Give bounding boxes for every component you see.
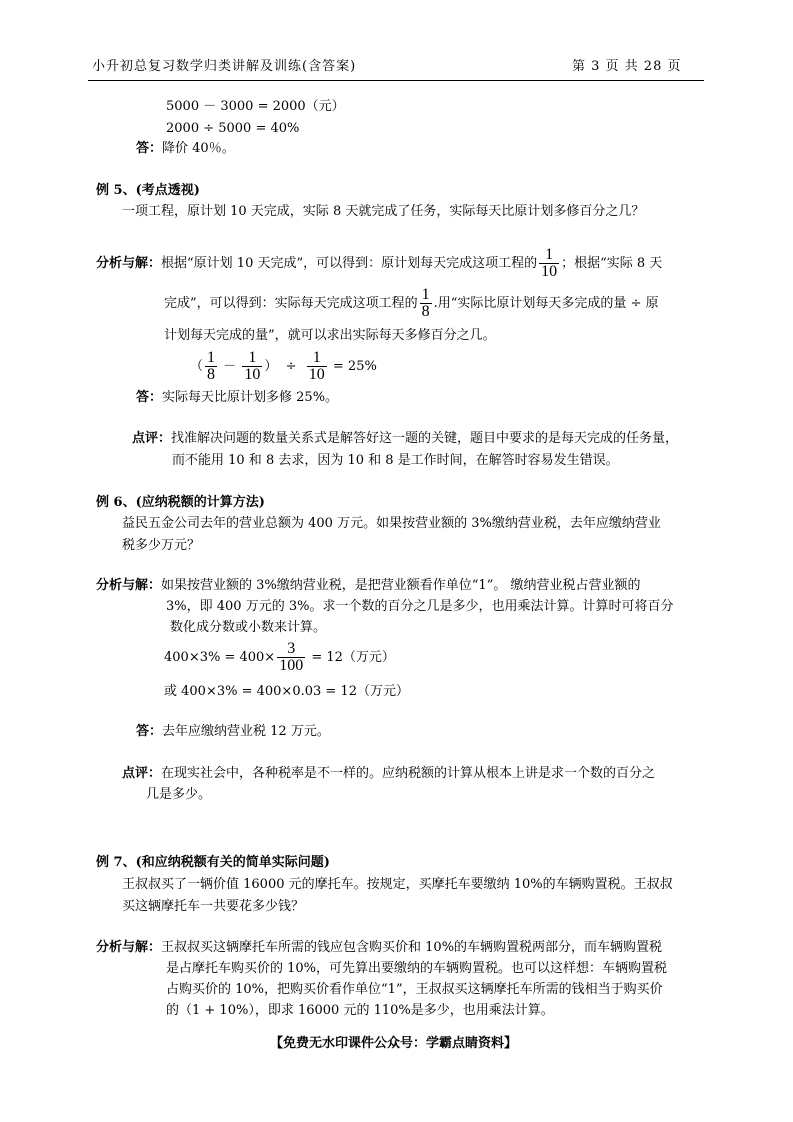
fraction-1-10: $\frac{1}{10}$ [541, 246, 558, 280]
analysis-label: 分析与解： [96, 940, 162, 955]
analysis-text: ；根据“实际 8 天 [561, 256, 663, 271]
ex6-comment-2: 几是多少。 [146, 787, 212, 802]
fraction-3-100: $\frac{3}{100}$ [279, 640, 304, 674]
ex7-analysis-2: 是占摩托车购买价的 10%，可先算出要缴纳的车辆购置税。也可以这样想：车辆购置税 [166, 961, 668, 976]
ex7-analysis-4: 的（1 + 10%），即求 16000 元的 110%是多少，也用乘法计算。 [166, 1003, 554, 1018]
fraction-1-8: $\frac{1}{8}$ [421, 286, 430, 320]
ex5-analysis-line-3: 计划每天完成的量”，就可以求出实际每天多修百分之几。 [164, 328, 496, 343]
ex7-analysis-1 [96, 939, 662, 957]
ex5-answer [136, 389, 338, 407]
ex6-title: 例 6、(应纳税额的计算方法) [96, 495, 265, 510]
answer-text: 降价 40％。 [162, 141, 235, 156]
calc-line-2: 2000 ÷ 5000 = 40% [166, 121, 300, 136]
page-number: 第 3 页 共 28 页 [572, 59, 682, 74]
analysis-text: .用“实际比原计划每天多完成的量 ÷ 原 [433, 296, 659, 311]
comment-label: 点评： [132, 431, 172, 446]
answer-text: 去年应缴纳营业税 12 万元。 [162, 724, 330, 739]
header-title: 小升初总复习数学归类讲解及训练(含答案) [92, 59, 357, 74]
calc-line-1: 5000 － 3000 = 2000（元） [166, 99, 345, 114]
fraction-1-8: $\frac{1}{8}$ [207, 349, 216, 383]
answer-top [136, 140, 235, 158]
ex5-question: 一项工程，原计划 10 天完成，实际 8 天就完成了任务，实际每天比原计划多修百分之几？ [122, 204, 645, 219]
ex6-analysis-3: 数化成分数或小数来计算。 [170, 620, 327, 635]
answer-label: 答： [136, 390, 163, 405]
paren-open: （ [190, 359, 204, 374]
analysis-text: 王叔叔买这辆摩托车所需的钱应包含购买价和 10%的车辆购置税两部分，而车辆购置税 [161, 940, 663, 955]
fraction-1-10: $\frac{1}{10}$ [308, 349, 325, 383]
analysis-text: 如果按营业额的 3%缴纳营业税，是把营业额看作单位“1”。 缴纳营业税占营业额的 [161, 578, 641, 593]
ex7-question-2: 买这辆摩托车一共要花多少钱？ [122, 899, 305, 914]
ex6-analysis-1 [96, 577, 640, 595]
ex6-equation-2: 或 400×3% = 400×0.03 = 12（万元） [164, 684, 409, 699]
ex5-analysis-line-2 [164, 284, 659, 324]
ex7-question-1: 王叔叔买了一辆价值 16000 元的摩托车。按规定，买摩托车要缴纳 10%的车辆购置税。王叔叔 [122, 877, 673, 892]
ex5-comment-2: 而不能用 10 和 8 去求，因为 10 和 8 是工作时间，在解答时容易发生错误。 [172, 453, 619, 468]
ex7-analysis-3: 占购买价的 10%，把购买价看作单位“1”，王叔叔买这辆摩托车所需的钱相当于购买价 [166, 982, 663, 997]
divide-sign: ÷ [285, 359, 297, 374]
comment-text: 在现实社会中，各种税率是不一样的。应纳税额的计算从根本上讲是求一个数的百分之 [161, 766, 656, 781]
ex6-answer [136, 723, 330, 741]
equation-result: = 12（万元） [311, 650, 395, 665]
equation-text: 400×3% = 400× [164, 650, 276, 665]
ex7-title: 例 7、(和应纳税额有关的简单实际问题) [96, 855, 330, 870]
ex6-question-2: 税多少万元？ [122, 538, 201, 553]
fraction-1-10: $\frac{1}{10}$ [244, 349, 261, 383]
analysis-label: 分析与解： [96, 256, 162, 271]
analysis-text: 根据“原计划 10 天完成”，可以得到：原计划每天完成这项工程的 [161, 256, 538, 271]
analysis-text: 完成”，可以得到：实际每天完成这项工程的 [164, 296, 418, 311]
paren-close: ） [264, 359, 278, 374]
ex6-comment-1 [122, 765, 655, 783]
answer-label: 答： [136, 141, 163, 156]
ex6-analysis-2: 3%，即 400 万元的 3%。求一个数的百分之几是多少，也用乘法计算。计算时可将百分 [166, 599, 674, 614]
footer-note: 【免费无水印课件公众号：学霸点睛资料】 [270, 1036, 518, 1051]
answer-label: 答： [136, 724, 163, 739]
comment-text: 找准解决问题的数量关系式是解答好这一题的关键，题目中要求的是每天完成的任务量， [171, 431, 679, 446]
equation-result: = 25% [332, 359, 377, 374]
ex5-comment-1 [132, 430, 678, 448]
answer-text: 实际每天比原计划多修 25%。 [162, 390, 339, 405]
ex5-analysis-line-1 [96, 244, 662, 284]
ex5-equation [190, 347, 377, 387]
ex6-question-1: 益民五金公司去年的营业总额为 400 万元。如果按营业额的 3%缴纳营业税，去年应缴纳营业 [122, 516, 661, 531]
header-rule [88, 80, 704, 81]
ex6-equation-1 [164, 638, 395, 678]
comment-label: 点评： [122, 766, 162, 781]
analysis-label: 分析与解： [96, 578, 162, 593]
minus-sign: － [223, 359, 237, 374]
ex5-title: 例 5、(考点透视) [96, 183, 200, 198]
